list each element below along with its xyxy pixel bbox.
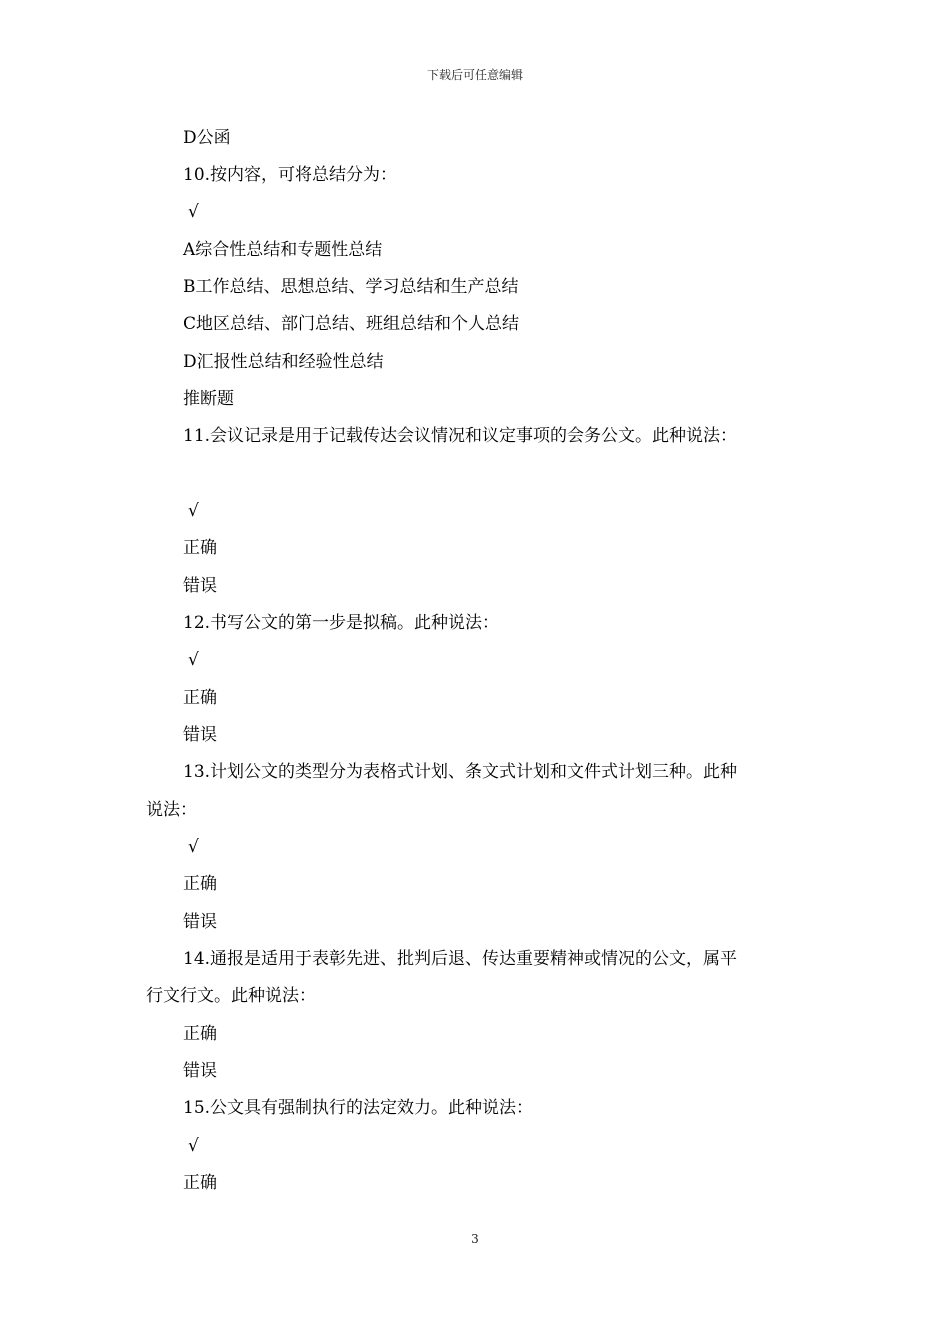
section-heading: 推断题 [183,389,234,409]
option-correct: 正确 [183,1024,217,1044]
option-d-line: D公函 [183,128,231,148]
page-header: 下载后可任意编辑 [426,68,523,82]
question-11: 11.会议记录是用于记载传达会议情况和议定事项的会务公文。此种说法： [183,426,738,446]
option-a-line: A综合性总结和专题性总结 [183,240,383,260]
page-number: 3 [471,1232,479,1246]
check-mark: √ [188,501,199,521]
option-wrong: 错误 [183,912,217,932]
question-13: 13.计划公文的类型分为表格式计划、条文式计划和文件式计划三种。此种 [183,762,738,782]
option-wrong: 错误 [183,576,217,596]
check-mark: √ [188,650,199,670]
option-wrong: 错误 [183,1061,217,1081]
question-10: 10.按内容，可将总结分为： [183,165,398,185]
option-c-line: C地区总结、部门总结、班组总结和个人总结 [183,314,520,334]
option-wrong: 错误 [183,725,217,745]
question-15: 15.公文具有强制执行的法定效力。此种说法： [183,1098,534,1118]
option-correct: 正确 [183,874,217,894]
check-mark: √ [188,202,199,222]
option-correct: 正确 [183,688,217,708]
question-14: 14.通报是适用于表彰先进、批判后退、传达重要精神或情况的公文，属平 [183,949,738,969]
question-14-continued: 行文行文。此种说法： [146,986,316,1006]
check-mark: √ [188,837,199,857]
option-correct: 正确 [183,1173,217,1193]
question-13-continued: 说法： [146,800,197,820]
option-b-line: B工作总结、思想总结、学习总结和生产总结 [183,277,519,297]
option-correct: 正确 [183,538,217,558]
option-d-line: D汇报性总结和经验性总结 [183,352,384,372]
check-mark: √ [188,1136,199,1156]
question-12: 12.书写公文的第一步是拟稿。此种说法： [183,613,500,633]
